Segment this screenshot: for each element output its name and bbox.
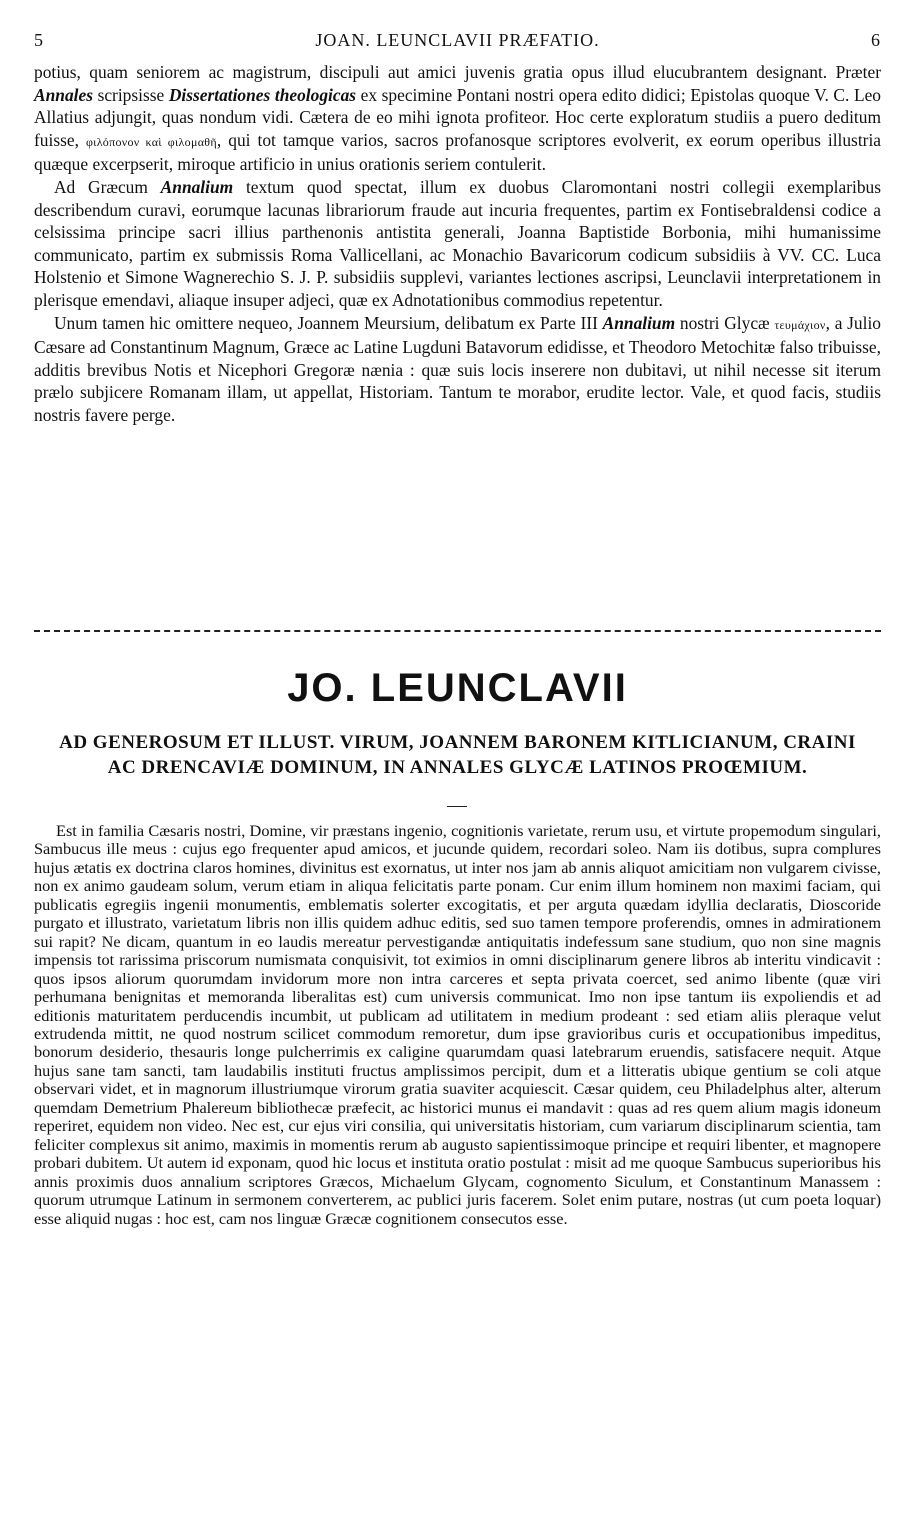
italic-run: Annalium — [160, 176, 234, 197]
text-run: potius, quam seniorem ac magistrum, discipuli aut amici juvenis gratia opus illud elucubrantem designant. Præter — [34, 62, 881, 82]
preface-paragraph-3 — [34, 312, 881, 427]
preface-text — [34, 61, 881, 427]
text-run: nostri Glycæ — [675, 312, 775, 333]
proemium-text — [34, 822, 881, 1228]
text-run: textum quod spectat, illum ex duobus Claromontani nostri collegii exemplaribus describendum curavi, eorumque lacunas librariorum fraude aut incuria frequentes, partim ex Fontisebraldensi codice a celsissima principe sacri illius parthenonis antistita generali, Joanna Baptistide Borbonia, mihi humanissime communicato, partim ex submissis Roma Vallicellani, ac Monachio Bavaricorum codicum subsidiis à VV. CC. Luca Holstenio et Simone Wagnerechio S. J. P. subsidiis supplevi, variantes lectiones ascripsi, Leunclavii interpretationem in plerisque emendavi, aliaque insuper adjeci, quæ ex Adnotationibus commodius repetentur. — [34, 176, 881, 310]
text-run: Unum tamen hic omittere nequeo, Joannem Meursium, delibatum ex Parte III — [54, 312, 603, 333]
section-divider — [34, 630, 881, 632]
short-rule — [447, 806, 467, 807]
preface-paragraph-2 — [34, 176, 881, 312]
text-run: ex specimine Pontani nostri opera edito didici; Epistolas quoque V. C. Leo Allatius adjungit, quas nondum vidi. Cætera de eo mihi ignota profiteor. Hoc certe exploratum studiis a puero deditum fuisse, — [34, 84, 881, 150]
greek-run: φιλόπονον καὶ φιλομαθῆ — [85, 134, 217, 149]
text-run: , a Julio Cæsare ad Constantinum Magnum, Græce ac Latine Lugduni Batavorum edidisse, et Theodoro Metochitæ falso tribuisse, additis brevibus Notis et Nicephori Gregoræ nænia : quæ suis locis inserere non dubitavi, ut nihil necesse sit iterum prælo subjicere Romanam illam, ut appellat, Historiam. Tantum te morabor, erudite lector. Vale, et quod facis, studiis nostris favere perge. — [34, 312, 881, 425]
section-title: JO. LEUNCLAVII — [287, 666, 628, 710]
italic-run: Annales — [34, 84, 93, 105]
preface-paragraph-1 — [34, 61, 881, 176]
greek-run: τευμάχιον — [774, 317, 826, 332]
subtitle-line-1: AD GENEROSUM ET ILLUST. VIRUM, JOANNEM BARONEM KITLICIANUM, CRAINI — [59, 732, 856, 753]
section-subtitle — [34, 730, 881, 780]
running-title: JOAN. LEUNCLAVII PRÆFATIO. — [315, 30, 600, 50]
text-run: , qui tot tamque varios, sacros profanosque scriptores evolverit, ex eorum operibus illustria quæque excerpserit, miroque artificio in unius orationis seriem contulerit. — [34, 129, 881, 175]
italic-run: Dissertationes theologicas — [168, 84, 357, 105]
italic-run: Annalium — [602, 312, 676, 333]
subtitle-line-2: AC DRENCAVIÆ DOMINUM, IN ANNALES GLYCÆ LATINOS PROŒMIUM. — [107, 757, 808, 778]
page-number-left: 5 — [34, 30, 44, 50]
text-run: Ad Græcum — [54, 176, 161, 197]
running-header — [34, 30, 881, 60]
page-number-right: 6 — [871, 30, 881, 50]
text-run: scripsisse — [92, 84, 169, 105]
proemium-paragraph: Est in familia Cæsaris nostri, Domine, vir præstans ingenio, cognitionis varietate, rerum usu, et virtute propemodum singulari, Sambucus ille meus : cujus ego frequenter apud amicos, et jucunde quidem, recordari soleo. Nam iis dotibus, supra complures hujus ætatis ex doctrina claros homines, divinitus est exornatus, ut inter nos jam ab annis aliquot amicitiam non vulgarem civisse, non ex animo gaudeam solum, verum etiam in aliqua felicitatis parte ponam. Cur enim illum hominem non maximi faciam, qui publicatis egregiis ingenii monumentis, emblematis solerter excogitatis, et per arguta quædam idyllia declaratis, Dioscoride purgato et illustrato, varietatum libris non illis quidem adhuc editis, sed suo tamen tempore proferendis, omnes in admirationem sui rapit? Ne dicam, quantum in eo laudis mereatur pervestigandæ antiquitatis indefessum sane studium, quo non sine magnis impensis tot rarissima priscorum numismata conquisivit, tot eximios in omni disciplinarum genere libros ab interitu vindicavit : quos ipsos aliorum quorumdam invidorum more non intra carceres et septa privata coercet, sed animo libente (quæ viri perhumana benignitas et memoranda liberalitas est) cum universis communicat. Imo non ipse tantum iis expoliendis et ad editionis maturitatem perducendis incumbit, ut publicam ad utilitatem in medium prodeant : sed etiam aliis pleraque velut extrudenda mittit, ne quod nostrum scilicet commodum remoretur, dum ipse gravioribus curis et occupationibus impeditus, bonorum desiderio, thesauris longe pulcherrimis ex caligine quarumdam quasi latebrarum eruendis, satisfacere nequit. Atque hujus sane tam sancti, tam laudabilis instituti fructus amplissimos percipit, dum et a litteratis ubique gentium se coli atque observari videt, et in magnorum illustriumque virorum gratia suaviter acquiescit. Cæsar quidem, ceu Philadelphus alter, alterum quemdam Demetrium Phalereum bibliothecæ præfecit, ac historici munus ei mandavit : quas ad res quem alium magis idoneum reperiret, equidem non video. Nec est, cur ejus viri consilia, qui universitatis historiam, cum variarum disciplinarum scientia, tam feliciter complexus sit animo, maximis in momentis rerum ab augusto sapientissimoque principe et requiri libenter, et magnopere probari dubitem. Ut autem id exponam, quod hic locus et instituta oratio postulat : misit ad me quoque Sambucus superioribus his annis proximis duos annalium scriptores Græcos, Michaelum Glycam, cognomento Siculum, et Constantinum Manassem : quorum utrumque Latinum in sermonem converterem, ac publici juris facerem. Solet enim putare, nostras (ut cum poeta loquar) esse aliquid nugas : hoc est, cam nos linguæ Græcæ cognitionem consecutos esse. — [34, 821, 881, 1228]
